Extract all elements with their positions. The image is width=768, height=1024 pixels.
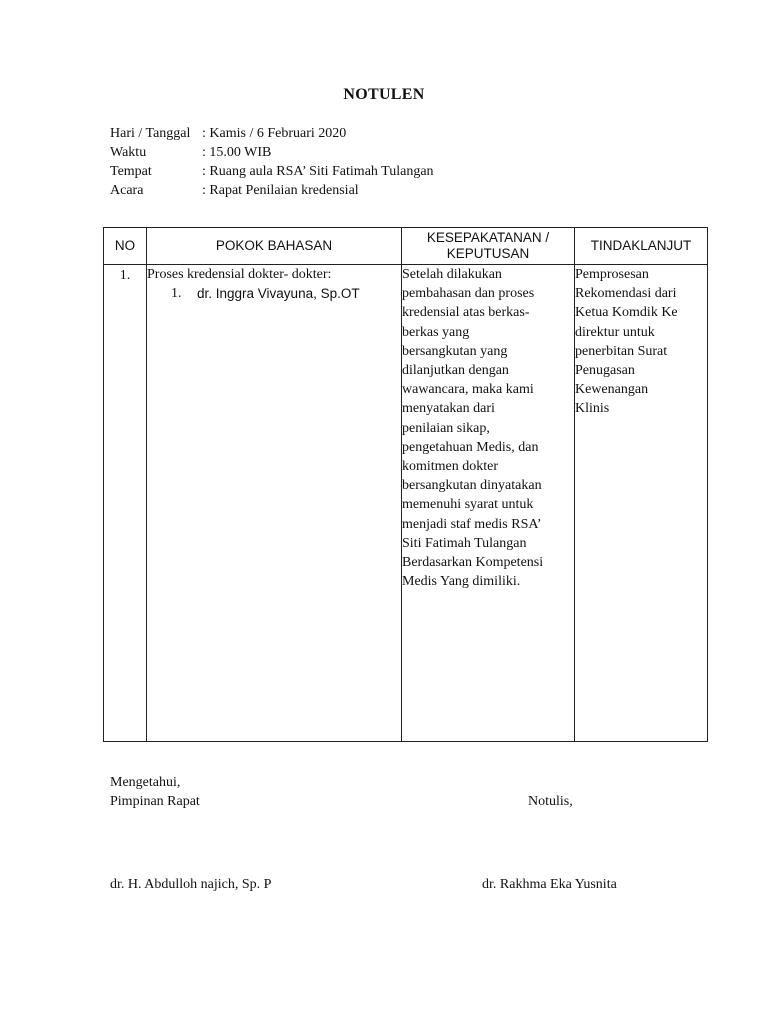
info-value: : 15.00 WIB bbox=[202, 145, 272, 160]
tindak-line: direktur untuk bbox=[575, 324, 655, 340]
kesepakatan-line: Setelah dilakukan bbox=[402, 267, 502, 282]
header-tindaklanjut: TINDAKLANJUT bbox=[575, 228, 708, 265]
tindak-line: Rekomendasi dari bbox=[575, 286, 677, 302]
meeting-info bbox=[110, 124, 434, 200]
header-kesepakatan-line1: KESEPAKATANAN / bbox=[426, 230, 550, 245]
mengetahui-label: Mengetahui, bbox=[110, 775, 181, 790]
minutes-table bbox=[103, 227, 708, 742]
info-row-time bbox=[110, 143, 434, 162]
header-pokok-bahasan: POKOK BAHASAN bbox=[147, 228, 402, 265]
pokok-sub-text: dr. Inggra Vivayuna, Sp.OT bbox=[197, 286, 360, 302]
header-kesepakatan-line2: KEPUTUSAN bbox=[446, 246, 530, 261]
kesepakatan-line: wawancara, maka kami bbox=[402, 382, 534, 398]
kesepakatan-line: kredensial atas berkas- bbox=[402, 305, 530, 321]
pimpinan-rapat-label: Pimpinan Rapat bbox=[110, 794, 200, 809]
info-value: : Ruang aula RSA’ Siti Fatimah Tulangan bbox=[202, 164, 434, 179]
document-title: NOTULEN bbox=[343, 86, 425, 103]
kesepakatan-line: bersangkutan dinyatakan bbox=[402, 478, 542, 494]
kesepakatan-line: berkas yang bbox=[402, 324, 470, 340]
kesepakatan-line: menjadi staf medis RSA’ bbox=[402, 516, 542, 532]
header-no: NO bbox=[104, 228, 147, 265]
info-label: Waktu bbox=[110, 145, 147, 160]
kesepakatan-line: Siti Fatimah Tulangan bbox=[402, 535, 527, 551]
tindak-line: Kewenangan bbox=[575, 382, 649, 398]
kesepakatan-line: pengetahuan Medis, dan bbox=[402, 439, 539, 455]
row-number: 1. bbox=[104, 265, 147, 742]
header-kesepakatan bbox=[402, 228, 575, 265]
notulis-signatory-name: dr. Rakhma Eka Yusnita bbox=[482, 877, 617, 892]
tindak-line: Ketua Komdik Ke bbox=[575, 305, 678, 321]
notulis-label: Notulis, bbox=[528, 794, 573, 809]
info-value: : Rapat Penilaian kredensial bbox=[202, 183, 359, 198]
info-label: Hari / Tanggal bbox=[110, 126, 191, 141]
kesepakatan-line: Berdasarkan Kompetensi bbox=[402, 555, 544, 571]
kesepakatan-line: komitmen dokter bbox=[402, 459, 499, 475]
kesepakatan-line: dilanjutkan dengan bbox=[402, 363, 509, 379]
kesepakatan-line: memenuhi syarat untuk bbox=[402, 497, 534, 513]
cell-tindaklanjut bbox=[575, 265, 708, 742]
cell-kesepakatan bbox=[402, 265, 575, 742]
info-row-date bbox=[110, 124, 434, 143]
kesepakatan-line: penilaian sikap, bbox=[402, 420, 490, 436]
tindak-line: Penugasan bbox=[575, 363, 635, 379]
pimpinan-signatory-name: dr. H. Abdulloh najich, Sp. P bbox=[110, 877, 272, 892]
pokok-main-text: Proses kredensial dokter- dokter: bbox=[147, 267, 332, 282]
info-value: : Kamis / 6 Februari 2020 bbox=[202, 126, 347, 141]
table-header-row bbox=[104, 228, 708, 265]
tindak-line: penerbitan Surat bbox=[575, 343, 668, 359]
table-row bbox=[104, 265, 708, 742]
tindak-line: Klinis bbox=[575, 401, 610, 417]
cell-pokok-bahasan bbox=[147, 265, 402, 742]
kesepakatan-line: Medis Yang dimiliki. bbox=[402, 574, 521, 590]
pokok-sub-number: 1. bbox=[171, 286, 182, 302]
pokok-sub-item bbox=[147, 284, 401, 303]
tindak-line: Pemprosesan bbox=[575, 267, 649, 282]
kesepakatan-line: menyatakan dari bbox=[402, 401, 495, 417]
info-label: Acara bbox=[110, 183, 144, 198]
kesepakatan-line: bersangkutan yang bbox=[402, 343, 508, 359]
kesepakatan-line: pembahasan dan proses bbox=[402, 286, 535, 302]
info-row-agenda bbox=[110, 181, 434, 200]
info-row-place bbox=[110, 162, 434, 181]
info-label: Tempat bbox=[110, 164, 152, 179]
